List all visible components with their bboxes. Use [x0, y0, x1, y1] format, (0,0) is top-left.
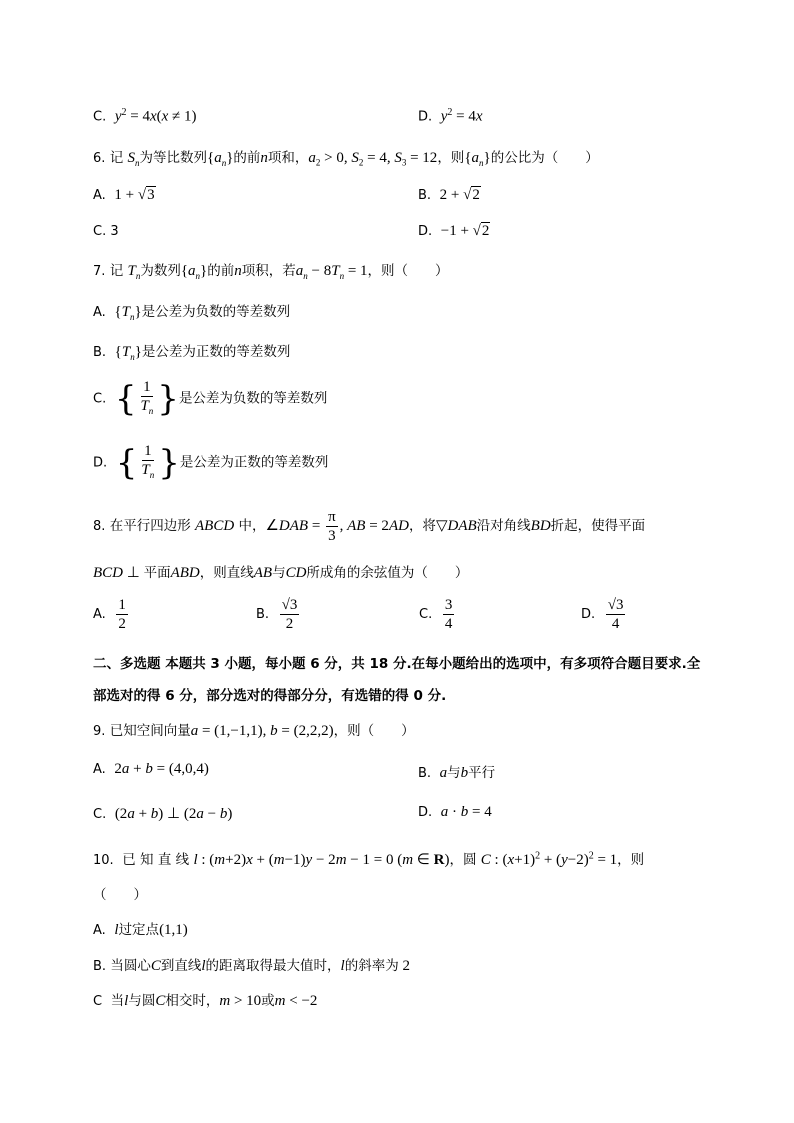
- q6-option-b: B. 2 + √2: [418, 187, 480, 203]
- q9-option-c: C. (2a + b) ⊥ (2a − b): [93, 806, 233, 822]
- section-2-heading-line2: 部选对的得 6 分，部分选对的得部分分，有选错的得 0 分.: [93, 688, 447, 704]
- q9-option-a: A. 2a + b = (4,0,4): [93, 761, 209, 777]
- q9-option-d: D. a · b = 4: [418, 804, 492, 820]
- q7-option-c: C. { $\frac{1}{T_n}$ }是公差为负数的等差数列: [93, 379, 328, 419]
- question-7-stem: 7. 记 $T_n$为数列$\{a_n\}$的前n项积，若$a_n - 8T_n = 1$，则（ ）: [93, 263, 449, 281]
- q8-option-d: D. $\frac{√3}{4}$: [581, 597, 624, 632]
- q8-option-c: C. $\frac{3}{4}$: [419, 597, 453, 632]
- q10-option-a: A. l过定点(1,1): [93, 922, 188, 938]
- q7-option-b: B. $\{T_n\}$是公差为正数的等差数列: [93, 344, 291, 362]
- q7-option-d: D. { $\frac{1}{T_n}$ }是公差为正数的等差数列: [93, 443, 329, 483]
- q8-option-b: B. $\frac{√3}{2}$: [256, 597, 298, 632]
- question-8-stem-line1: 8. 在平行四边形 ABCD 中，∠DAB = $\frac{\pi}{3}$ , AB = 2AD，将▽DAB沿对角线BD折起，使得平面: [93, 509, 646, 544]
- question-10-stem-line1: 10. 已 知 直 线 l : (m+2)x + (m−1)y − 2m − 1 = 0 (m ∈ R)，圆 C : $(x+1)^2 + (y-2)^2 = 1$，则: [93, 850, 645, 868]
- q6-option-d: D. −1 + √2: [418, 223, 490, 239]
- q5-option-d: D. $y^2 = 4x$: [418, 107, 483, 125]
- q10-option-c: C 当l与圆C相交时，m > 10或m < −2: [93, 993, 318, 1009]
- question-6-stem: 6. 记 $S_n$为等比数列$\{a_n\}$的前n项和，$a_2 > 0$, $S_2 = 4$, $S_3 = 12$，则$\{a_n\}$的公比为（ ）: [93, 150, 599, 168]
- q5-option-c: C. $y^2 = 4x(x \ne 1)$: [93, 107, 197, 125]
- q6-option-a: A. 1 + √3: [93, 187, 155, 203]
- question-8-stem-line2: BCD ⊥ 平面ABD，则直线AB与CD所成角的余弦值为（ ）: [93, 565, 469, 581]
- question-9-stem: 9. 已知空间向量a = (1,−1,1), b = (2,2,2)，则（ ）: [93, 723, 415, 739]
- q8-option-a: A. $\frac{1}{2}$: [93, 597, 126, 632]
- section-2-heading-line1: 二、多选题 本题共 3 小题，每小题 6 分，共 18 分.在每小题给出的选项中，有多项符合题目要求.全: [93, 656, 701, 672]
- q6-option-c: C. 3: [93, 224, 119, 239]
- q10-option-b: B. 当圆心C到直线l的距离取得最大值时，l的斜率为 2: [93, 958, 410, 974]
- question-10-stem-line2: （ ）: [93, 887, 147, 903]
- q9-option-b: B. a与b平行: [418, 765, 496, 781]
- q7-option-a: A. $\{T_n\}$是公差为负数的等差数列: [93, 304, 291, 322]
